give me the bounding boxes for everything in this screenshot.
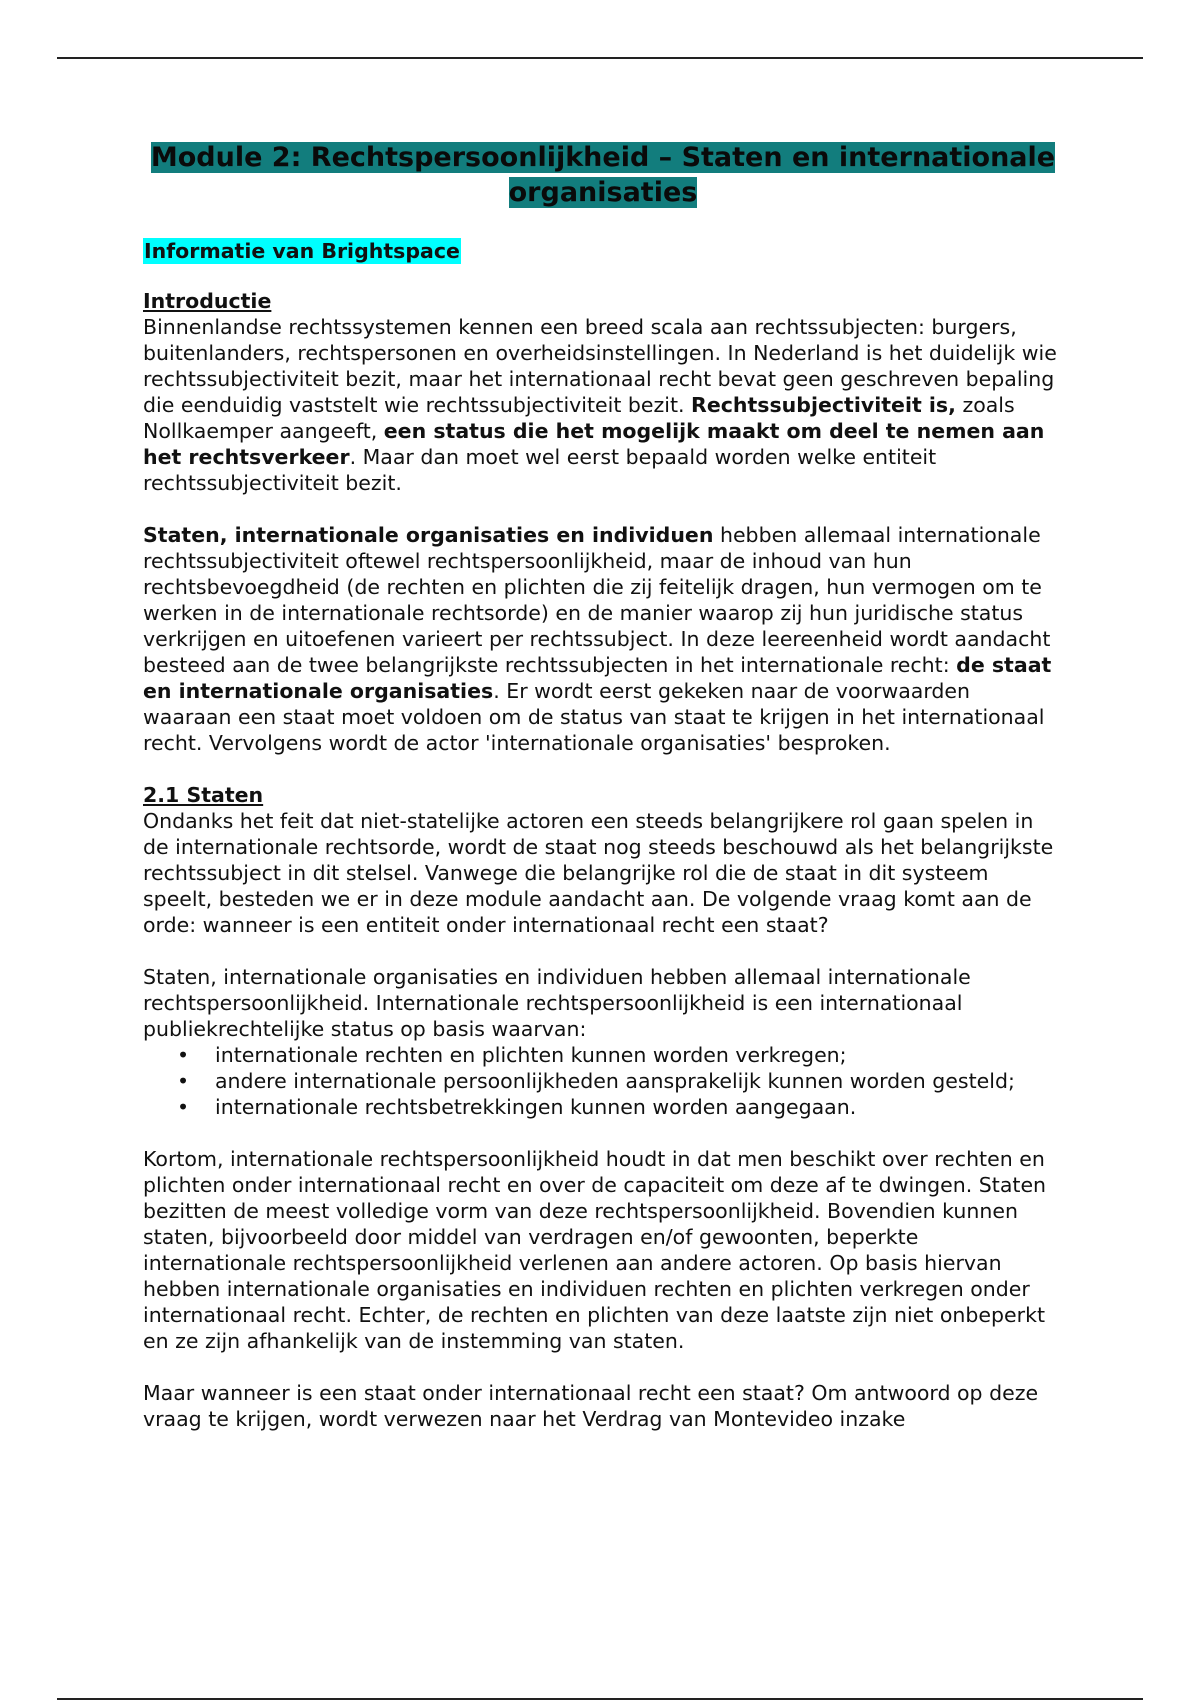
source-label: Informatie van Brightspace <box>144 239 460 263</box>
document-body <box>143 140 1063 1458</box>
page-title <box>143 140 1063 210</box>
intro-p2-bold-state-orgs: de staat en internationale organisaties <box>143 653 1052 703</box>
intro-p2-bold-subjects: Staten, internationale organisaties en individuen <box>143 523 714 547</box>
intro-p2-text-d: . Er wordt eerst gekeken naar de voorwaarden waaraan een staat moet voldoen om de status van staat te krijgen in het internationaal recht. Vervolgens wordt de actor 'internationale organisaties' besproken. <box>143 679 1045 755</box>
section-heading-intro: Introductie <box>143 289 272 313</box>
intro-p1-bold-definition: Rechtssubjectiviteit is, <box>691 393 956 417</box>
section-2-1-paragraph-3: Kortom, internationale rechtspersoonlijkheid houdt in dat men beschikt over rechten en plichten onder internationaal recht en over de capaciteit om deze af te dwingen. Staten bezitten de meest volledige vorm van deze rechtspersoonlijkheid. Bovendien kunnen staten, bijvoorbeeld door middel van verdragen en/of gewoonten, beperkte internationale rechtspersoonlijkheid verlenen aan andere actoren. Op basis hiervan hebben internationale organisaties en individuen rechten en plichten verkregen onder internationaal recht. Echter, de rechten en plichten van deze laatste zijn niet onbeperkt en ze zijn afhankelijk van de instemming van staten. <box>143 1147 1047 1353</box>
section-2-1-paragraph-4: Maar wanneer is een staat onder internationaal recht een staat? Om antwoord op deze vraag te krijgen, wordt verwezen naar het Verdrag van Montevideo inzake <box>143 1381 1039 1431</box>
section-heading-2-1: 2.1 Staten <box>143 783 264 807</box>
header-rule <box>57 57 1143 59</box>
list-item: • internationale rechten en plichten kunnen worden verkregen; <box>215 1042 1063 1068</box>
intro-p1-text-e: . Maar dan moet wel eerst bepaald worden welke entiteit rechtssubjectiviteit bezit. <box>143 445 937 495</box>
intro-p2-text-b: hebben allemaal internationale rechtssubjectiviteit oftewel rechtspersoonlijkheid, maar de inhoud van hun rechtsbevoegdheid (de rechten en plichten die zij feitelijk dragen, hun vermogen om te werken in de internationale rechtsorde) en de manier waarop zij hun juridische status verkrijgen en uitoefenen varieert per rechtssubject. In deze leereenheid wordt aandacht besteed aan de twee belangrijkste rechtssubjecten in het internationale recht: <box>143 523 1051 677</box>
intro-p1-text-c: zoals Nollkaemper aangeeft, <box>143 393 1015 443</box>
intro-p1-text-a: Binnenlandse rechtssystemen kennen een breed scala aan rechtssubjecten: burgers, buitenlanders, rechtspersonen en overheidsinstellingen. In Nederland is het duidelijk wie rechtssubjectiviteit bezit, maar het internationaal recht bevat geen geschreven bepaling die eenduidig vaststelt wie rechtssubjectiviteit bezit. <box>143 315 1057 417</box>
list-item: • andere internationale persoonlijkheden aansprakelijk kunnen worden gesteld; <box>215 1068 1063 1094</box>
bullet-list <box>143 1042 1063 1120</box>
intro-p1-bold-status: een status die het mogelijk maakt om deel te nemen aan het rechtsverkeer <box>143 419 1045 469</box>
page-title-text: Module 2: Rechtspersoonlijkheid – Staten en internationale organisaties <box>150 142 1056 208</box>
section-2-1-paragraph-2: Staten, internationale organisaties en individuen hebben allemaal internationale rechtspersoonlijkheid. Internationale rechtspersoonlijkheid is een internationaal publiekrechtelijke status op basis waarvan: <box>143 965 971 1041</box>
intro-paragraph-2 <box>143 522 1063 756</box>
list-item: • internationale rechtsbetrekkingen kunnen worden aangegaan. <box>215 1094 1063 1120</box>
section-2-1-paragraph-1: Ondanks het feit dat niet-statelijke actoren een steeds belangrijkere rol gaan spelen in de internationale rechtsorde, wordt de staat nog steeds beschouwd als het belangrijkste rechtssubject in dit stelsel. Vanwege die belangrijke rol die de staat in dit systeem speelt, besteden we er in deze module aandacht aan. De volgende vraag komt aan de orde: wanneer is een entiteit onder internationaal recht een staat? <box>143 809 1054 937</box>
intro-paragraph-1 <box>143 314 1063 496</box>
